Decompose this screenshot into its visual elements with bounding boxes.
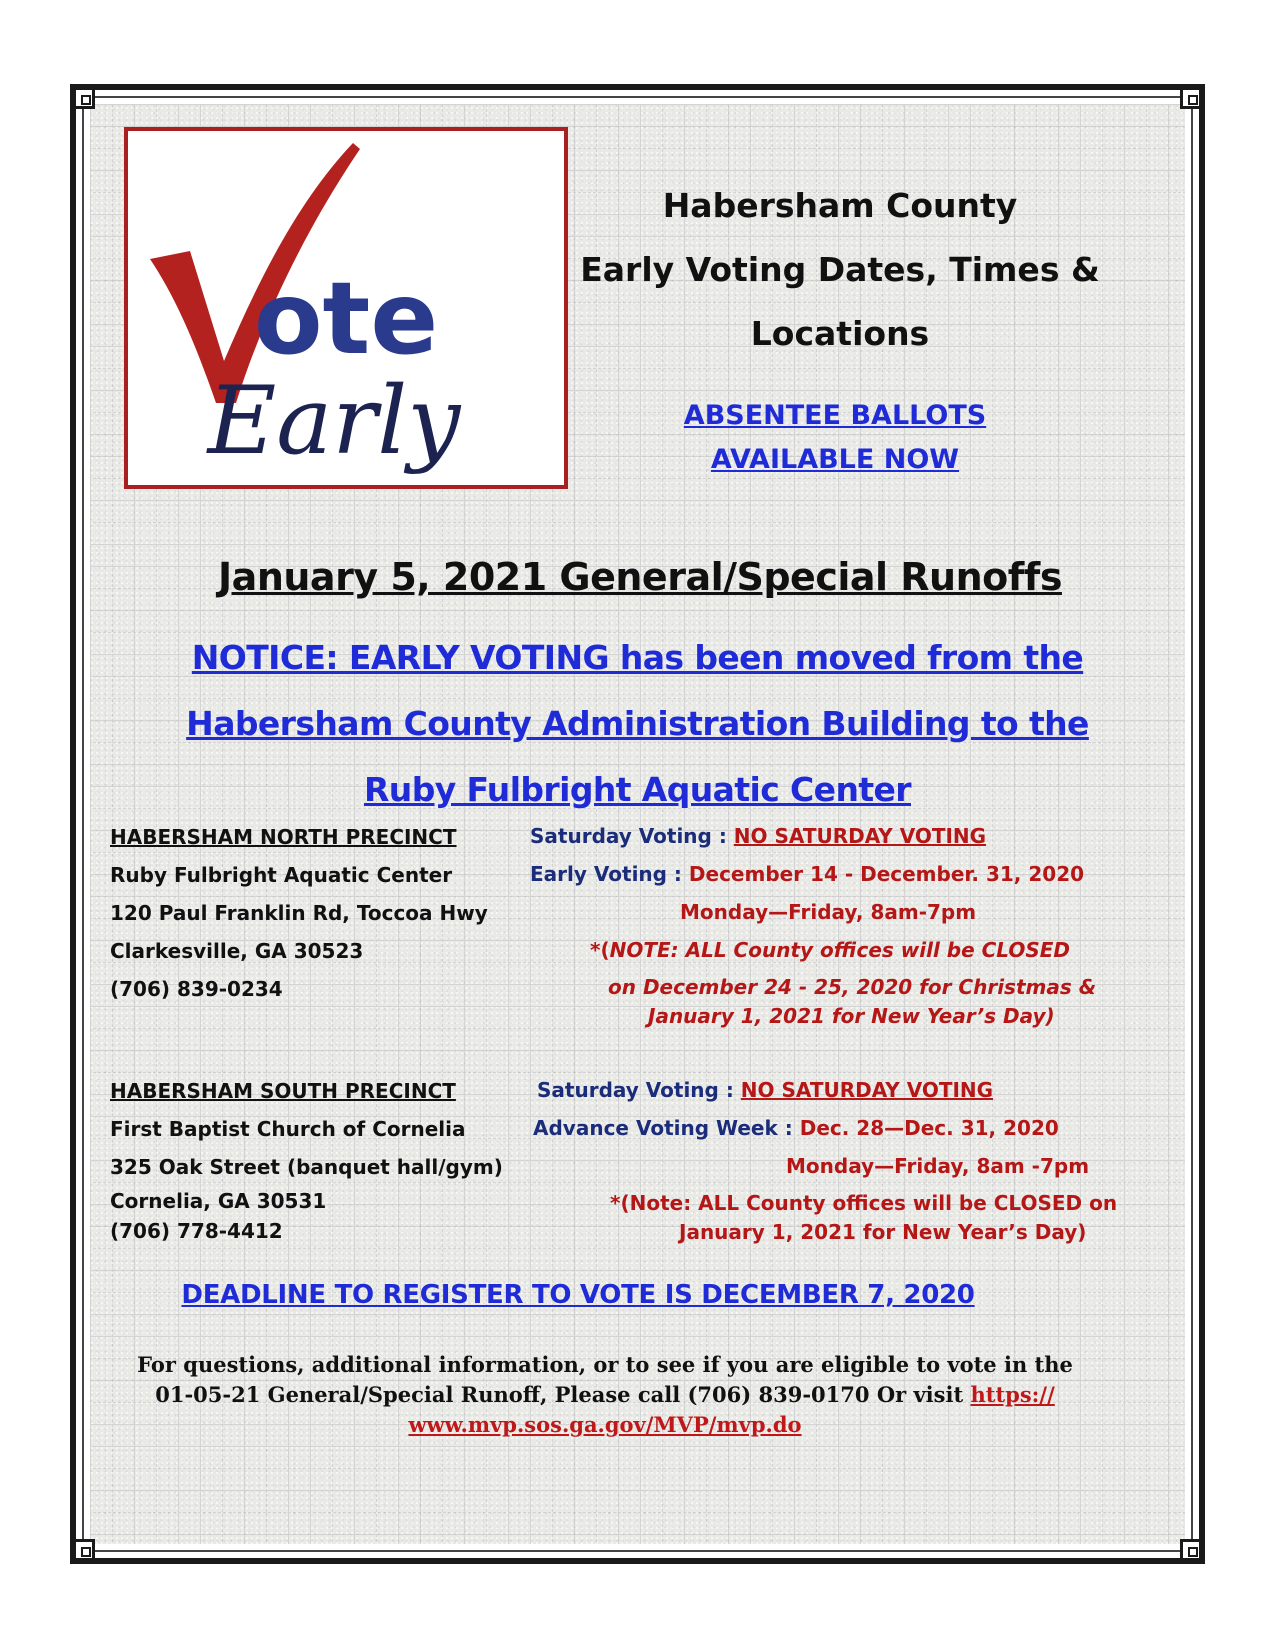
south-advance-value: Dec. 28—Dec. 31, 2020 [799,1116,1059,1140]
south-advance-label: Advance Voting Week : [533,1116,800,1140]
north-note-line-2: on December 24 - 25, 2020 for Christmas & [608,975,1097,999]
north-address: 120 Paul Franklin Rd, Toccoa Hwy [110,901,488,925]
logo-word-early: Early [207,367,461,476]
notice-line-2: Habersham County Administration Building to the [186,704,1089,743]
header-block [580,178,1100,370]
mvp-link-part-1[interactable]: https:// [970,1382,1055,1407]
north-early-value: December 14 - December. 31, 2020 [688,862,1085,886]
north-precinct-heading: HABERSHAM NORTH PRECINCT [110,825,457,849]
north-saturday-label: Saturday Voting : [530,824,734,848]
election-title: January 5, 2021 General/Special Runoffs [218,555,1062,599]
mvp-link-part-2[interactable]: www.mvp.sos.ga.gov/MVP/mvp.do [408,1412,802,1437]
footer-line-3 [100,1410,1110,1440]
south-saturday-line [537,1078,993,1102]
absentee-line-2: AVAILABLE NOW [710,444,960,475]
north-note-prefix: *( [590,938,610,962]
north-early-label: Early Voting : [530,862,689,886]
vote-early-logo-graphic [128,131,564,485]
north-note-line-1 [590,938,1070,962]
north-hours: Monday—Friday, 8am-7pm [680,900,977,924]
absentee-ballots-notice [640,394,1030,482]
early-voting-title: Early Voting Dates, Times & [580,250,1100,289]
notice-line-1: NOTICE: EARLY VOTING has been moved from the [191,638,1084,677]
north-precinct-info [110,818,488,1008]
south-saturday-value: NO SATURDAY VOTING [740,1078,994,1102]
south-phone: (706) 778-4412 [110,1219,283,1243]
corner-ornament-bottom-right [1180,1539,1202,1561]
south-note-line-2: January 1, 2021 for New Year’s Day) [679,1220,1087,1244]
location-change-notice [100,625,1175,823]
corner-ornament-top-left [73,87,95,109]
south-saturday-label: Saturday Voting : [537,1078,741,1102]
north-phone: (706) 839-0234 [110,977,283,1001]
corner-ornament-bottom-left [73,1539,95,1561]
north-saturday-line [530,824,986,848]
south-city: Cornelia, GA 30531 [110,1189,327,1213]
south-hours: Monday—Friday, 8am -7pm [786,1154,1090,1178]
corner-ornament-top-right [1180,87,1202,109]
locations-title: Locations [750,314,930,353]
south-location: First Baptist Church of Cornelia [110,1117,466,1141]
footer-line-2 [100,1380,1110,1410]
footer-contact-info [100,1350,1110,1440]
north-location: Ruby Fulbright Aquatic Center [110,863,453,887]
north-note-text-1: NOTE: ALL County offices will be CLOSED [609,938,1071,962]
south-address: 325 Oak Street (banquet hall/gym) [110,1155,503,1179]
north-early-line [530,862,1084,886]
north-note-line-3: January 1, 2021 for New Year’s Day) [648,1004,1055,1028]
vote-early-logo [124,127,568,489]
footer-line-1: For questions, additional information, or to see if you are eligible to vote in the [137,1352,1073,1377]
south-advance-line [533,1116,1059,1140]
notice-line-3: Ruby Fulbright Aquatic Center [363,770,911,809]
north-city: Clarkesville, GA 30523 [110,939,364,963]
north-saturday-value: NO SATURDAY VOTING [733,824,987,848]
county-title: Habersham County [662,186,1018,225]
south-precinct-heading: HABERSHAM SOUTH PRECINCT [110,1079,456,1103]
south-note-line-1: *(Note: ALL County offices will be CLOSED on [610,1191,1118,1215]
absentee-line-1: ABSENTEE BALLOTS [683,400,987,431]
footer-line-2-text: 01-05-21 General/Special Runoff, Please call (706) 839-0170 Or visit [155,1382,971,1407]
logo-word-ote: ote [253,260,439,377]
registration-deadline: DEADLINE TO REGISTER TO VOTE IS DECEMBER 7, 2020 [181,1280,975,1310]
south-precinct-info [110,1072,503,1246]
